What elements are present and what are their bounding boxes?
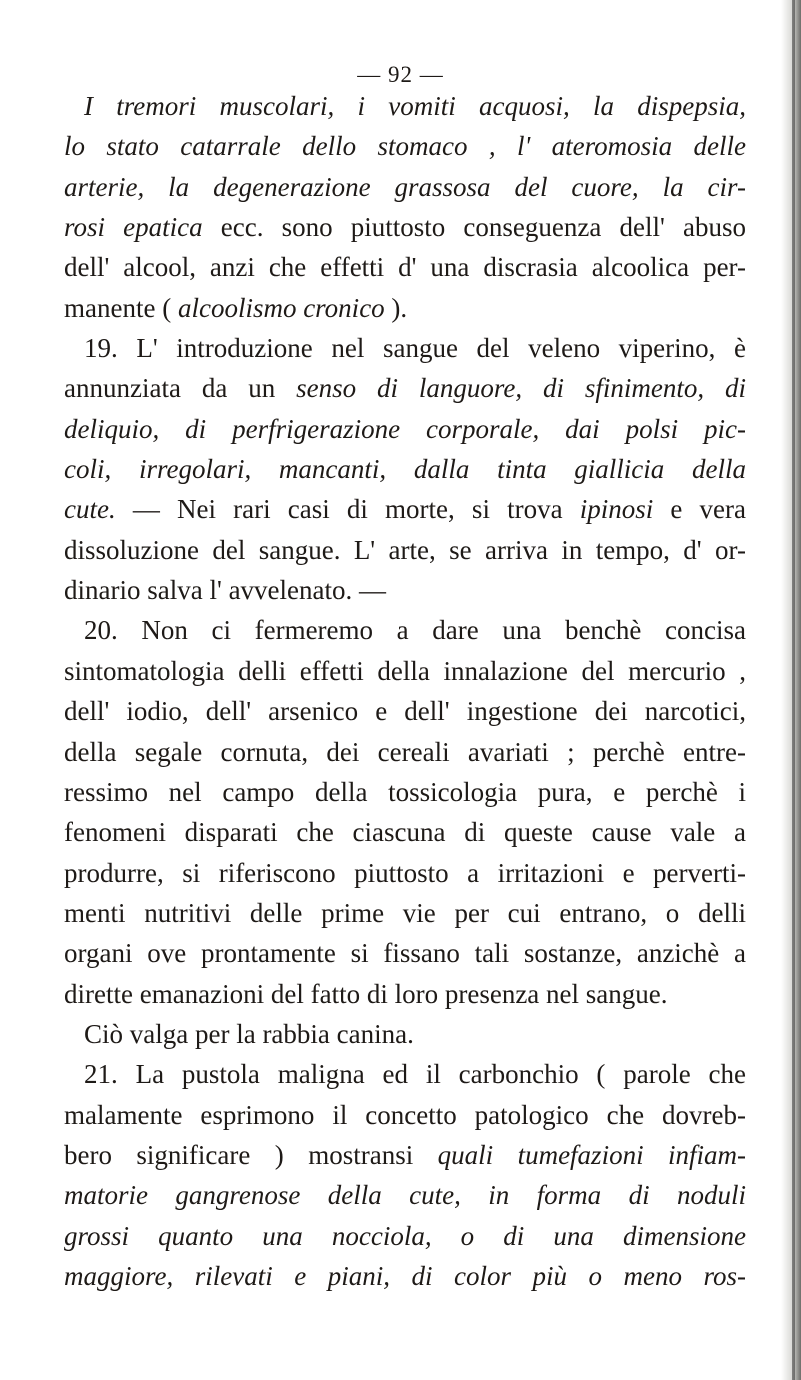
italic-text: senso di languore, di sfinimento, di bbox=[296, 373, 746, 404]
text-segment: malamente esprimono il concetto patologico che dovreb- bbox=[64, 1099, 746, 1130]
text-line bbox=[64, 1014, 746, 1054]
italic-text: I tremori muscolari, i vomiti acquosi, la dispepsia, bbox=[84, 91, 746, 121]
italic-text: rosi epatica bbox=[64, 212, 203, 243]
text-segment: bero significare ) mostransi bbox=[64, 1139, 438, 1170]
text-line bbox=[64, 812, 746, 852]
text-segment: ressimo nel campo della tossicologia pura, e perchè i bbox=[64, 776, 746, 807]
text-segment: dell' alcool, anzi che effetti d' una discrasia alcoolica per- bbox=[64, 252, 746, 283]
text-segment: menti nutritivi delle prime vie per cui entrano, o delli bbox=[64, 897, 746, 928]
text-segment: 21. La pustola maligna ed il carbonchio ( parole che bbox=[84, 1059, 746, 1090]
text-line bbox=[64, 691, 746, 731]
text-segment: ). bbox=[384, 292, 408, 323]
italic-text: cute. bbox=[64, 494, 116, 525]
text-segment: ecc. sono piuttosto conseguenza dell' abuso bbox=[202, 212, 746, 243]
text-line bbox=[64, 288, 746, 328]
text-segment: sintomatologia delli effetti della innalazione del mercurio , bbox=[64, 655, 746, 686]
text-line bbox=[64, 610, 746, 650]
page-edge-line bbox=[792, 0, 795, 1380]
text-line bbox=[64, 86, 746, 126]
text-segment: 20. Non ci fermeremo a dare una benchè concisa bbox=[84, 615, 746, 646]
text-segment: dell' iodio, dell' arsenico e dell' ingestione dei narcotici, bbox=[64, 696, 746, 727]
text-segment: fenomeni disparati che ciascuna di queste cause vale a bbox=[64, 817, 746, 848]
text-line bbox=[64, 1216, 746, 1256]
text-segment: 19. L' introduzione nel sangue del veleno viperino, è bbox=[84, 333, 746, 364]
italic-text: coli, irregolari, mancanti, dalla tinta giallicia della bbox=[64, 454, 746, 485]
text-line bbox=[64, 530, 746, 570]
text-line bbox=[64, 974, 746, 1014]
text-line bbox=[64, 893, 746, 933]
text-segment: e vera bbox=[653, 494, 746, 525]
italic-text: ipinosi bbox=[579, 494, 654, 525]
italic-text: maggiore, rilevati e piani, di color più o meno ros- bbox=[64, 1260, 746, 1291]
text-line bbox=[64, 651, 746, 691]
text-line bbox=[64, 167, 746, 207]
italic-text: quali tumefazioni infiam- bbox=[437, 1139, 746, 1170]
text-line bbox=[64, 489, 746, 529]
text-line bbox=[64, 1054, 746, 1094]
text-segment: della segale cornuta, dei cereali avariati ; perchè entre- bbox=[64, 736, 746, 767]
text-segment: dinario salva l' avvelenato. — bbox=[64, 575, 387, 606]
italic-text: lo stato catarrale dello stomaco , l' ateromosia delle bbox=[64, 131, 746, 162]
text-segment: produrre, si riferiscono piuttosto a irritazioni e perverti- bbox=[64, 857, 746, 888]
text-segment: manente ( bbox=[64, 292, 178, 323]
page-number: — 92 — bbox=[357, 62, 444, 87]
text-line bbox=[64, 409, 746, 449]
text-segment: Ciò valga per la rabbia canina. bbox=[84, 1018, 414, 1049]
text-segment: organi ove prontamente si fissano tali sostanze, anzichè a bbox=[64, 938, 746, 969]
text-line bbox=[64, 328, 746, 368]
text-line bbox=[64, 933, 746, 973]
italic-text: matorie gangrenose della cute, in forma di noduli bbox=[64, 1180, 746, 1211]
text-line bbox=[64, 368, 746, 408]
text-segment: — Nei rari casi di morte, si trova bbox=[115, 494, 580, 525]
text-segment: dirette emanazioni del fatto di loro presenza nel sangue. bbox=[64, 978, 668, 1009]
text-line bbox=[64, 732, 746, 772]
text-line bbox=[64, 570, 746, 610]
italic-text: deliquio, di perfrigerazione corporale, dai polsi pic- bbox=[64, 413, 746, 444]
text-line bbox=[64, 772, 746, 812]
italic-text: arterie, la degenerazione grassosa del cuore, la cir- bbox=[64, 171, 746, 202]
text-line bbox=[64, 1135, 746, 1175]
text-line bbox=[64, 1175, 746, 1215]
text-line bbox=[64, 126, 746, 166]
text-line bbox=[64, 449, 746, 489]
text-line bbox=[64, 1095, 746, 1135]
text-line bbox=[64, 247, 746, 287]
body-text bbox=[64, 86, 746, 1296]
italic-text: grossi quanto una nocciola, o di una dimensione bbox=[64, 1220, 746, 1251]
text-segment: dissoluzione del sangue. L' arte, se arriva in tempo, d' or- bbox=[64, 534, 746, 565]
text-segment: annunziata da un bbox=[64, 373, 297, 404]
text-line bbox=[64, 1256, 746, 1296]
text-line bbox=[64, 207, 746, 247]
page-edge-shadow bbox=[781, 0, 801, 1380]
text-line bbox=[64, 853, 746, 893]
italic-text: alcoolismo cronico bbox=[177, 292, 385, 323]
